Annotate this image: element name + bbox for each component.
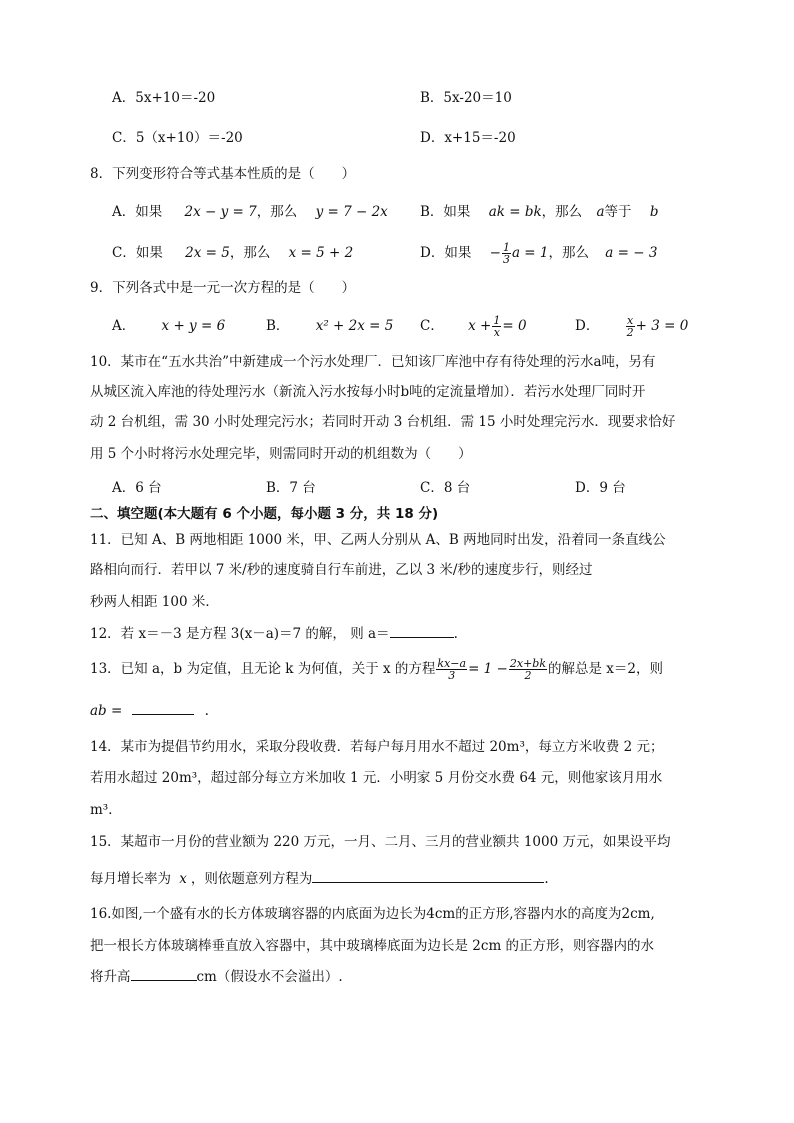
q15-line-1: 15．某超市一月份的营业额为 220 万元，一月、二月、三月的营业额共 1000 万元，如果设平均 <box>90 834 671 850</box>
q14-line-1: 14．某市为提倡节约用水，采取分段收费．若每户每月用水不超过 20m³，每立方米收费 2 元； <box>90 739 664 755</box>
q7-option-c: C．5（x+10）＝-20 <box>112 130 243 146</box>
q7-option-a: A．5x+10＝-20 <box>112 90 216 106</box>
q16-line-1: 16.如图,一个盛有水的长方体玻璃容器的内底面为边长为4cm的正方形,容器内水的高度为2cm, <box>90 906 655 922</box>
q10-line-4: 用 5 个小时将污水处理完毕，则需同时开动的机组数为（ ） <box>90 446 472 462</box>
q9-option-b: B． x² + 2x = 5 <box>266 318 394 334</box>
q11-line-3: 秒两人相距 100 米． <box>90 594 219 610</box>
q13-line: 13．已知 a，b 为定值，且无论 k 为何值，关于 x 的方程 $\frac{kx-a}{3}$ = 1 − $\frac{2x+bk}{2}$ 的解总是 x＝2，则 <box>90 657 664 682</box>
q8-option-c: C．如果 2x = 5，那么 x = 5 + 2 <box>112 245 354 261</box>
q9-option-c: C． x + $\frac{1}{x}$ = 0 <box>420 314 527 339</box>
fraction: $\frac{1}{x}$ <box>493 314 501 339</box>
answer-blank[interactable] <box>131 966 197 981</box>
q10-line-2: 从城区流入库池的待处理污水（新流入污水按每小时b吨的定流量增加）．若污水处理厂同时开 <box>90 384 646 400</box>
q10-option-c: C．8 台 <box>420 480 471 496</box>
q9-option-a: A． x + y = 6 <box>112 318 226 334</box>
q13-answer-line: ab = . <box>90 700 209 721</box>
q7-option-b: B．5x-20＝10 <box>420 90 512 106</box>
q10-line-1: 10．某市在“五水共治”中新建成一个污水处理厂．已知该厂库池中存有待处理的污水a吨，另有 <box>90 354 656 370</box>
fraction: $\frac{1}{3}$ <box>502 241 510 266</box>
q9-option-d: D． $\frac{x}{2}$ + 3 = 0 <box>575 314 689 339</box>
fraction: $\frac{2x+bk}{2}$ <box>509 657 547 682</box>
q8-stem: 8．下列变形符合等式基本性质的是（ ） <box>90 166 356 182</box>
q12-line: 12．若 x＝－3 是方程 3(x－a)＝7 的解， 则 a＝ . <box>90 623 458 644</box>
q14-line-3: m³． <box>90 802 122 818</box>
q8-option-b: B．如果 ak = bk，那么 a等于 b <box>420 204 659 220</box>
q16-line-3: 将升高 cm（假设水不会溢出）. <box>90 966 343 987</box>
q11-line-2: 路相向而行．若甲以 7 米/秒的速度骑自行车前进，乙以 3 米/秒的速度步行，则经过 <box>90 562 593 578</box>
q7-option-d: D．x+15＝-20 <box>420 130 516 146</box>
q10-option-b: B．7 台 <box>266 480 316 496</box>
answer-blank[interactable] <box>132 700 194 715</box>
q16-line-2: 把一根长方体玻璃棒垂直放入容器中，其中玻璃棒底面为边长是 2cm 的正方形，则容器内的水 <box>90 938 655 954</box>
answer-blank[interactable] <box>390 623 454 638</box>
answer-blank[interactable] <box>312 868 544 883</box>
q10-option-d: D．9 台 <box>575 480 626 496</box>
q10-line-3: 动 2 台机组，需 30 小时处理完污水；若同时开动 3 台机组．需 15 小时处理完污水．现要求恰好 <box>90 414 676 430</box>
q8-option-d: D．如果 − $\frac{1}{3}$ a = 1，那么 a = − 3 <box>420 241 658 266</box>
q14-line-2: 若用水超过 20m³，超过部分每立方米加收 1 元．小明家 5 月份交水费 64 元，则他家该月用水 <box>90 770 663 786</box>
fraction: $\frac{kx-a}{3}$ <box>437 657 467 682</box>
section-title: 二、填空题(本大题有 6 个小题，每小题 3 分，共 18 分) <box>90 506 439 522</box>
q8-option-a: A．如果 2x − y = 7，那么 y = 7 − 2x <box>112 204 388 220</box>
q10-option-a: A．6 台 <box>112 480 162 496</box>
fraction: $\frac{x}{2}$ <box>626 314 634 339</box>
q9-stem: 9．下列各式中是一元一次方程的是（ ） <box>90 280 356 296</box>
q11-line-1: 11．已知 A、B 两地相距 1000 米，甲、乙两人分别从 A、B 两地同时出发，沿着同一条直线公 <box>90 532 666 548</box>
q15-line-2: 每月增长率为 x ，则依题意列方程为 . <box>90 868 549 889</box>
